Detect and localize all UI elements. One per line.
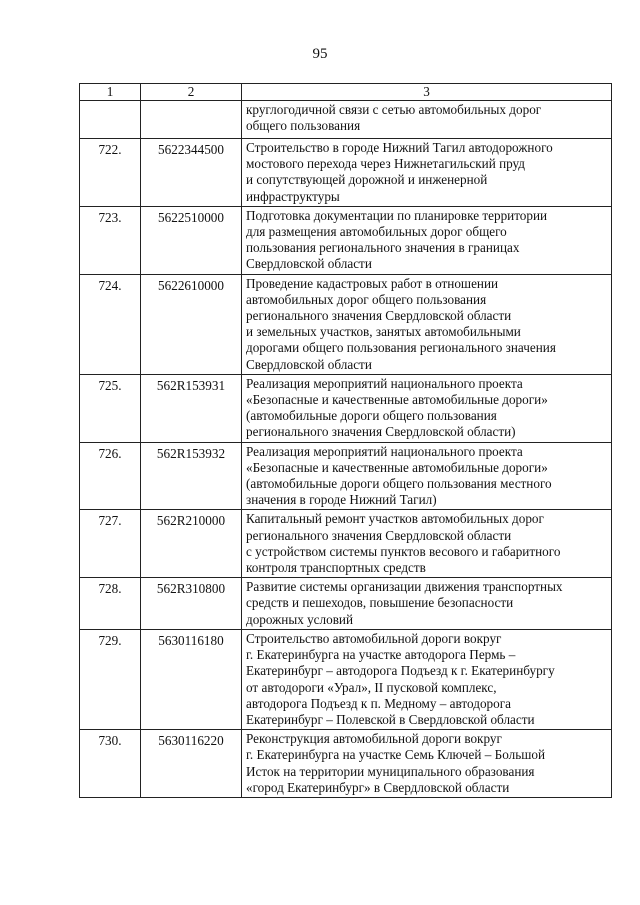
table-row xyxy=(80,206,612,274)
description-line: круглогодичной связи с сетью автомобильных дорог xyxy=(246,102,542,117)
table-row xyxy=(80,629,612,729)
description-line: Капитальный ремонт участков автомобильных дорог xyxy=(246,511,544,527)
description-line: контроля транспортных средств xyxy=(246,560,426,576)
row-code: 562R153932 xyxy=(141,442,242,510)
description-line: Реконструкция автомобильной дороги вокруг xyxy=(246,731,502,747)
column-header-code: 2 xyxy=(141,84,242,101)
row-description xyxy=(242,374,612,442)
table-header-row xyxy=(80,84,612,101)
table-row xyxy=(80,274,612,374)
description-line: значения в городе Нижний Тагил) xyxy=(246,492,437,508)
row-code: 5622344500 xyxy=(141,139,242,207)
description-line: г. Екатеринбурга на участке Семь Ключей – Большой xyxy=(246,747,546,763)
column-header-number: 1 xyxy=(80,84,141,101)
description-line: общего пользования xyxy=(246,118,361,134)
row-code: 5630116180 xyxy=(141,629,242,729)
table-body xyxy=(80,101,612,798)
page-number: 95 xyxy=(312,46,328,62)
description-line: Исток на территории муниципального образования xyxy=(246,763,535,779)
description-line: Строительство автомобильной дороги вокруг xyxy=(246,630,502,646)
description-line: от автодороги «Урал», II пусковой комплекс, xyxy=(246,679,497,695)
row-code: 562R210000 xyxy=(141,510,242,578)
row-number: 723. xyxy=(80,206,141,274)
description-line: и сопутствующей дорожной и инженерной xyxy=(246,172,488,188)
description-line: автомобильных дорог общего пользования xyxy=(246,291,487,307)
table-row-continuation xyxy=(80,101,612,139)
row-number xyxy=(80,101,141,139)
description-line: автодорога Подъезд к п. Медному – автодорога xyxy=(246,695,511,711)
description-line: г. Екатеринбурга на участке автодорога Пермь – xyxy=(246,647,516,663)
description-line: «Безопасные и качественные автомобильные дороги» xyxy=(246,392,548,408)
row-number: 725. xyxy=(80,374,141,442)
row-number: 727. xyxy=(80,510,141,578)
description-line: (автомобильные дороги общего пользования местного xyxy=(246,476,552,492)
row-description xyxy=(242,274,612,374)
row-description xyxy=(242,730,612,798)
table-row xyxy=(80,730,612,798)
description-line: Реализация мероприятий национального проекта xyxy=(246,375,523,391)
description-line: регионального значения Свердловской области xyxy=(246,308,512,324)
row-number: 722. xyxy=(80,139,141,207)
description-line: пользования регионального значения в границах xyxy=(246,240,520,256)
description-line: регионального значения Свердловской области xyxy=(246,527,512,543)
description-line: (автомобильные дороги общего пользования xyxy=(246,408,497,424)
row-code: 562R310800 xyxy=(141,578,242,630)
row-number: 728. xyxy=(80,578,141,630)
description-line: Свердловской области xyxy=(246,256,372,272)
row-description xyxy=(242,139,612,207)
row-description xyxy=(242,101,612,139)
description-line: «Безопасные и качественные автомобильные дороги» xyxy=(246,459,548,475)
description-line: «город Екатеринбург» в Свердловской области xyxy=(246,779,510,795)
table-row xyxy=(80,442,612,510)
description-line: для размещения автомобильных дорог общего xyxy=(246,224,507,240)
description-line: Свердловской области xyxy=(246,356,372,372)
description-line: Реализация мероприятий национального проекта xyxy=(246,443,523,459)
row-description xyxy=(242,442,612,510)
row-description xyxy=(242,578,612,630)
row-description xyxy=(242,510,612,578)
description-line: с устройством системы пунктов весового и габаритного xyxy=(246,543,561,559)
description-line: дорожных условий xyxy=(246,611,354,627)
row-code xyxy=(141,101,242,139)
row-code: 5630116220 xyxy=(141,730,242,798)
table-row xyxy=(80,374,612,442)
description-line: регионального значения Свердловской области) xyxy=(246,424,516,440)
table-row xyxy=(80,510,612,578)
description-line: Екатеринбург – Полевской в Свердловской области xyxy=(246,711,535,727)
row-code: 5622510000 xyxy=(141,206,242,274)
row-number: 729. xyxy=(80,629,141,729)
table-row xyxy=(80,139,612,207)
description-line: и земельных участков, занятых автомобильными xyxy=(246,324,521,340)
description-line: мостового перехода через Нижнетагильский пруд xyxy=(246,156,526,172)
description-line: дорогами общего пользования регионального значения xyxy=(246,340,556,356)
row-code: 5622610000 xyxy=(141,274,242,374)
column-header-description: 3 xyxy=(242,84,612,101)
description-line: Развитие системы организации движения транспортных xyxy=(246,579,563,595)
description-line: средств и пешеходов, повышение безопасности xyxy=(246,595,514,611)
row-code: 562R153931 xyxy=(141,374,242,442)
description-line: инфраструктуры xyxy=(246,188,340,204)
description-line: Проведение кадастровых работ в отношении xyxy=(246,275,499,291)
description-line: Строительство в городе Нижний Тагил автодорожного xyxy=(246,140,553,155)
table-row xyxy=(80,578,612,630)
row-description xyxy=(242,206,612,274)
budget-classification-table xyxy=(79,83,612,798)
row-number: 726. xyxy=(80,442,141,510)
row-description xyxy=(242,629,612,729)
description-line: Подготовка документации по планировке территории xyxy=(246,207,548,223)
row-number: 724. xyxy=(80,274,141,374)
description-line: Екатеринбург – автодорога Подъезд к г. Екатеринбургу xyxy=(246,663,555,679)
row-number: 730. xyxy=(80,730,141,798)
